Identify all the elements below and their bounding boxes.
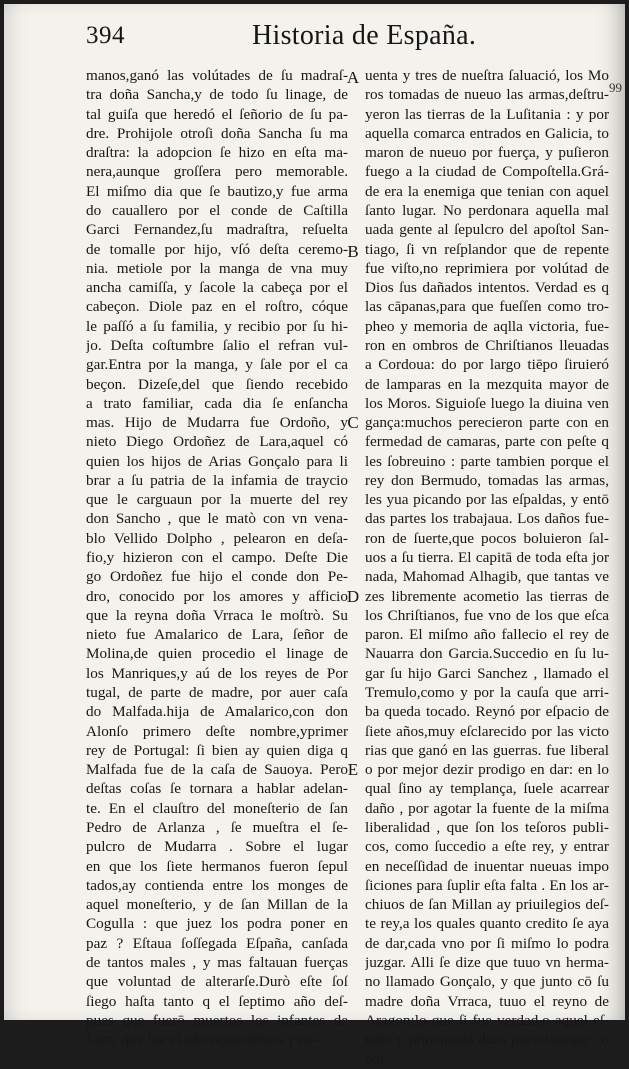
right-column-line: daño , por agotar la fuente de la miſma (365, 799, 609, 817)
right-column-line: fue viſto,no reprimiera por volútad de (365, 259, 609, 277)
left-column-line: a trato familiar, cada dia ſe enſancha (86, 394, 348, 412)
right-column-line: no llamado Gonçalo, y que junto cō ſu (365, 973, 609, 991)
right-column-line: las cāpanas,para que fueſſen como tro- (365, 298, 609, 316)
left-column-line: do cauallero por el conde de Caſtilla (86, 201, 348, 219)
left-column-line: don Sancho , que le matò con vn vena- (86, 510, 348, 528)
left-column-line: ancha camiſſa, y ſacole la cabeça por el (86, 279, 348, 297)
page-number: 394 (86, 22, 125, 49)
left-column-line: nieto fue Amalarico de Lara, ſeñor de (86, 626, 348, 644)
right-column-line: madre doña Vrraca, tuuo el reyno de (365, 992, 609, 1010)
left-column-line: Malfada fue de la caſa de Sauoya. Pero (86, 761, 348, 779)
left-column-line: El miſmo dia que ſe bautizo,y fue arma (86, 182, 348, 200)
right-column-line: a Cordoua: do por largo tiēpo ſiruieró (365, 356, 609, 374)
left-column-line: Garci Fernandez,ſu madraſtra, reſuelta (86, 221, 348, 239)
right-column-line: gança:muchos perecieron parte con en (365, 414, 609, 432)
left-column-line: nieto Diego Ordoñez de Lara,aquel có (86, 433, 348, 451)
right-column-line: maron de nueuo por fuerça, y puſieron (365, 144, 609, 162)
right-column-line: yeron las tierras de la Luſitania : y por (365, 105, 609, 123)
right-column-line: das partes los trabajaua. Los daños fue- (365, 510, 609, 528)
left-column-line: manos,ganó las volútades de ſu madraſ- (86, 67, 348, 84)
margin-letter-e: E (347, 760, 359, 779)
right-column-line: en neceſſidad de inuentar nueuas impo (365, 857, 609, 875)
right-column-line: rias que ganó en las guerras. fue liberal (365, 741, 609, 759)
left-column-line: dre. Prohijole otroſi doña Sancha ſu ma (86, 124, 348, 142)
right-column-line: los Chriſtianos, fue vno de los que eſca (365, 606, 609, 624)
left-column-line: rey de Portugal: ſi bien ay quien diga q (86, 741, 348, 759)
left-column-line: te. En el clauſtro del moneſterio de ſan (86, 799, 348, 817)
left-column-line: de tomalle por hijo, vſó deſta ceremo- (86, 240, 348, 258)
right-column-line: cos, como ſuccedio a eſte rey, y entrar (365, 838, 609, 856)
left-column-line: fio,y hizieron con el campo. Deſte Die (86, 549, 348, 567)
left-column-line: Alonſo primero deſte nombre,yprimer (86, 722, 348, 740)
left-column-line: tal guiſa que heredó el ſeñorio de ſu pa- (86, 105, 348, 123)
running-title: Historia de España. (252, 20, 477, 51)
left-column-line: que le carguaun por la muerte del rey (86, 491, 348, 509)
right-column-line: ſanto lugar. No perdonara aquella mal (365, 201, 609, 219)
left-column-line: gar.Entra por la manga, y ſale por el ca (86, 356, 348, 374)
left-column-line: draſtra: la adopcion ſe hizo en eſta ma- (86, 144, 348, 162)
left-column-line: pues que fuerō muertos los infantes de (86, 1011, 348, 1029)
right-column-line: tado y principado durò poco tiempo , o (365, 1031, 609, 1049)
left-column-line: quien los hijos de Arias Gonçalo para li (86, 452, 348, 470)
left-column-line: tados,ay contienda entre los monges de (86, 876, 348, 894)
left-column-line: Pedro de Arlanza , ſe mueſtra el ſe- (86, 818, 348, 836)
left-column-line: deſtas coſas ſe tornara a hablar adelan- (86, 780, 348, 798)
right-column-line: ron de ſuerte,que pocos boluieron ſal- (365, 529, 609, 547)
left-column-line: brar a ſu patria de la infamia de traycio (86, 471, 348, 489)
right-column-line: te rey,a los quales quanto credito ſe aya (365, 915, 609, 933)
right-column-line: ba queda tocado. Reynó por eſpacio de (365, 703, 609, 721)
book-page (4, 4, 625, 1068)
right-column-line: ros tomadas de nueuo las armas,deſtru- (365, 86, 609, 104)
right-column-line: de dar,cada vno por ſi miſmo lo podra (365, 934, 609, 952)
right-column-line: qual ſino ay templança, ſuele acarrear (365, 780, 609, 798)
left-column-line: paz ? Eſtaua ſoſſegada Eſpaña, canſada (86, 934, 348, 952)
left-column-line: Cogulla : que juez los podra poner en (86, 915, 348, 933)
left-column-line: aquel moneſterio, y de ſan Millan de la (86, 896, 348, 914)
right-column-line: o por mejor dezir prodigo en dar: en lo (365, 761, 609, 779)
right-column-line: zes libremente acometio las tierras de (365, 587, 609, 605)
left-column-line: Molina,de quien procedio el linage de (86, 645, 348, 663)
right-column-line: les ſobreuino : parte tambien porque el (365, 452, 609, 470)
left-column-line: los Manriques,y aú de los reyes de Por (86, 664, 348, 682)
left-column-line: pulcro de Mudarra . Sobre el lugar (86, 838, 348, 856)
left-column-line: nia. metiole por la manga de vna muy (86, 259, 348, 277)
left-text-column (86, 66, 348, 1049)
right-column-line: liberalidad , que ſon los teſoros publi- (365, 818, 609, 836)
right-column-line: los Moros. Siguioſe luego la diuina ven (365, 394, 609, 412)
right-column-line: Dios ſus dañados intentos. Verdad es q (365, 279, 609, 297)
left-column-line: beçon. Dizeſe,del que ſiendo recebido (86, 375, 348, 393)
right-column-line: uenta y tres de nueſtra ſaluació, los Mo (365, 67, 609, 84)
right-column-line: Aragon:lo que ſi fue verdad,o aquel eſ- (365, 1011, 609, 1029)
left-column-line: tra doña Sancha,y de todo ſu linage, de (86, 86, 348, 104)
right-text-column (365, 66, 609, 1069)
right-column-line: tiago, ſi vn reſplandor que de repente (365, 240, 609, 258)
right-column-line: juzgar. Alli ſe dize que tuuo vn herma- (365, 953, 609, 971)
margin-note: 99 (609, 80, 622, 95)
left-column-line: de tantos males , y mas faltauan fuerças (86, 953, 348, 971)
left-column-line: jo. Deſta coſtumbre ſalio el refran vul- (86, 336, 348, 354)
left-column-line: nera,aunque groſſera pero memorable. (86, 163, 348, 181)
margin-letter-d: D (346, 587, 360, 606)
left-column-line: dro, conocido por los amores y afficio (86, 587, 348, 605)
right-column-line: les yua picando por las eſpaldas, y entō (365, 491, 609, 509)
left-column-line: tugal, de parte de madre, por auer caſa (86, 684, 348, 701)
left-column-line: do Malfada.hija de Amalarico,con don (86, 703, 348, 721)
left-column-line: en que los ſiete hermanos fueron ſepul (86, 857, 348, 875)
right-column-line: fuego a la ciudad de Compoſtella.Grá- (365, 163, 609, 181)
left-column-line: que la reyna doña Vrraca le moſtrò. Su (86, 606, 348, 624)
right-column-line: nada, Mahomad Alhagib, que tantas ve (365, 568, 609, 586)
right-column-line: Tremulo,como y por la cauſa que arri- (365, 684, 609, 701)
right-column-line: chiuos de ſan Millan ay priuilegios deſ- (365, 896, 609, 914)
right-column-line: fermedad de camaras, parte con peſte q (365, 433, 609, 451)
right-column-line: ron en ombros de Chriſtianos lleuadas (365, 336, 609, 354)
left-column-line: que voluntad de alterarſe.Durò eſte ſoſ (86, 973, 348, 991)
right-column-line: pheo y memoria de aqlla victoria, fue- (365, 317, 609, 335)
right-column-line: por (365, 1050, 386, 1068)
margin-letter-b: B (347, 242, 359, 261)
left-column-line: cabeçon. Diole paz en el roſtro, cóque (86, 298, 348, 316)
left-column-line: blo Vellido Dolpho , pelearon en deſa- (86, 529, 348, 547)
right-column-line: de era la enemiga que tenian con aquel (365, 182, 609, 200)
left-column-line: Lara, que fue el año nouecientos y no- (86, 1031, 319, 1049)
left-column-line: le paſſó a ſu familia, y recibio por ſu hi- (86, 317, 348, 335)
right-column-line: Nauarra don Garcia.Succedio en ſu lu- (365, 645, 609, 663)
right-column-line: ſiete años,muy eſclarecido por las victo (365, 722, 609, 740)
left-column-line: ſiego haſta tanto q el ſeptimo año deſ- (86, 992, 348, 1010)
left-column-line: mas. Hijo de Mudarra fue Ordoño, y (86, 414, 348, 432)
right-column-line: ſiciones para ſuplir eſta falta . En los ar- (365, 876, 609, 894)
left-column-line: go Ordoñez fue hijo el conde don Pe- (86, 568, 348, 586)
right-column-line: uada gente al ſepulcro del apoſtol San- (365, 221, 609, 239)
right-column-line: gar ſu hijo Garci Sanchez , llamado el (365, 664, 609, 682)
right-column-line: aquella comarca entrados en Galicia, to (365, 124, 609, 142)
margin-letter-a: A (346, 68, 360, 87)
right-column-line: de lamparas en la mezquita mayor de (365, 375, 609, 393)
right-column-line: uos a ſu tierra. El capitā de toda eſta jor (365, 549, 609, 567)
right-column-line: rey don Bermudo, tomadas las armas, (365, 471, 609, 489)
right-column-line: paron. El miſmo año fallecio el rey de (365, 626, 609, 644)
margin-letter-c: C (347, 413, 359, 432)
